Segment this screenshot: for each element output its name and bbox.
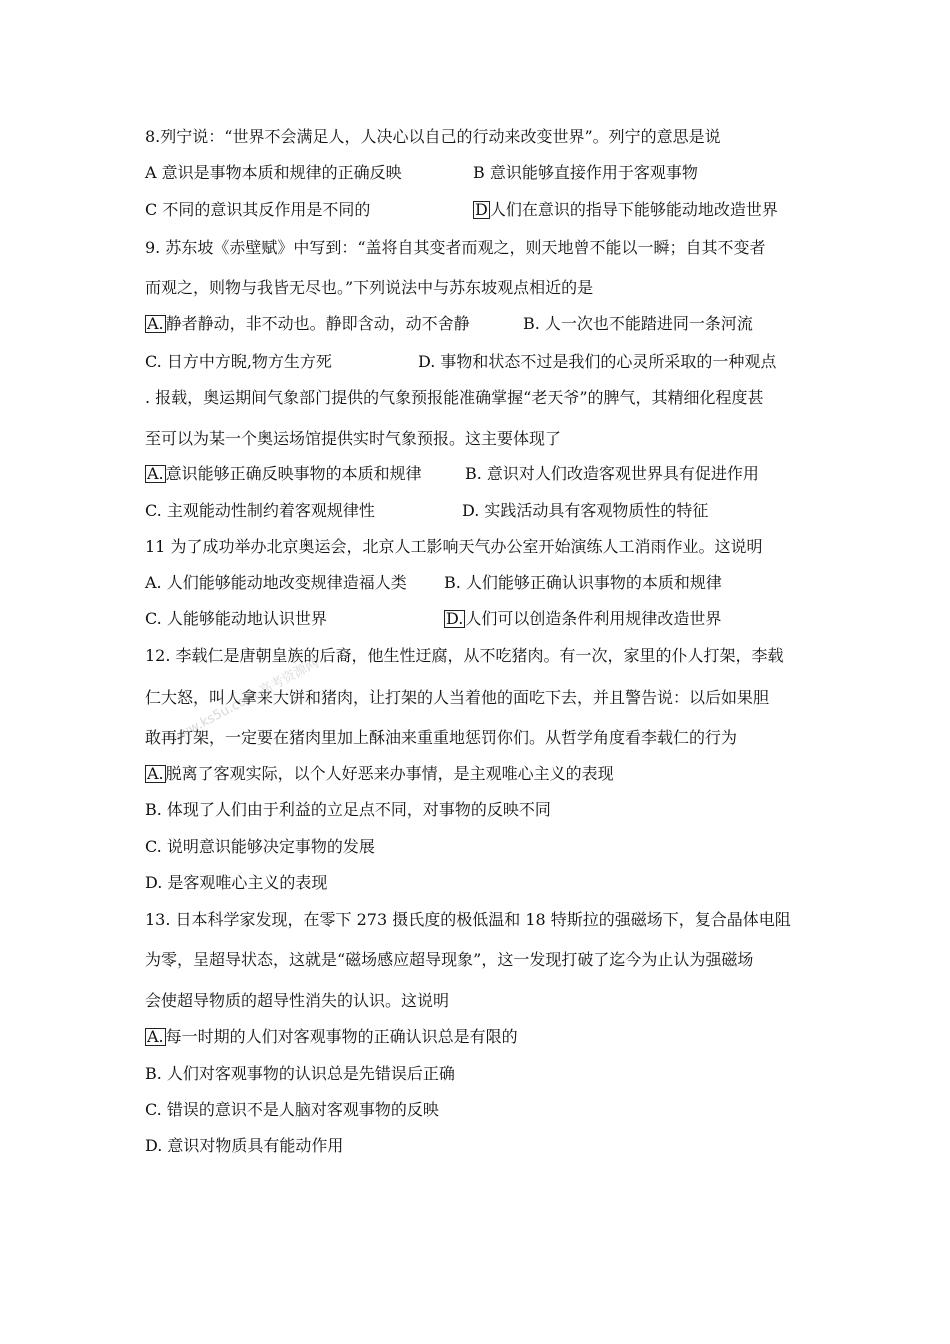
- q12-stem-line1: 12. 李载仁是唐朝皇族的后裔，他生性迂腐，从不吃猪肉。有一次，家里的仆人打架，李载: [145, 646, 784, 665]
- q8-option-d: [473, 200, 778, 220]
- q11-option-a: A. 人们能够能动地改变规律造福人类: [145, 573, 407, 592]
- q8-stem: 8.列宁说：“世界不会满足人，人决心以自己的行动来改变世界”。列宁的意思是说: [145, 127, 721, 146]
- q13-stem-line2: 为零，呈超导状态，这就是“磁场感应超导现象”，这一发现打破了迄今为止认为强磁场: [145, 950, 754, 969]
- q13-option-b: B. 人们对客观事物的认识总是先错误后正确: [145, 1064, 455, 1083]
- q12-stem-line3: 敢再打架，一定要在猪肉里加上酥油来重重地惩罚你们。从哲学角度看李载仁的行为: [145, 728, 738, 747]
- q9-option-d: D. 事物和状态不过是我们的心灵所采取的一种观点: [418, 352, 777, 371]
- q13-option-a-text: 每一时期的人们对客观事物的正确认识总是有限的: [165, 1027, 518, 1046]
- q10-answer-mark: A.: [147, 464, 164, 483]
- q12-answer-mark: A.: [147, 764, 164, 783]
- q11-answer-mark: D.: [446, 609, 464, 628]
- q8-option-a: A 意识是事物本质和规律的正确反映: [145, 163, 402, 182]
- q9-stem-line2: 而观之，则物与我皆无尽也。”下列说法中与苏东坡观点相近的是: [145, 278, 594, 297]
- q13-stem-line3: 会使超导物质的超导性消失的认识。这说明: [145, 991, 450, 1010]
- q12-option-a-text: 脱离了客观实际，以个人好恶来办事情，是主观唯心主义的表现: [165, 764, 614, 783]
- q8-option-c: C 不同的意识其反作用是不同的: [145, 200, 371, 219]
- q9-option-c: C. 日方中方睨,物方生方死: [145, 352, 332, 371]
- q10-option-a-text: 意识能够正确反映事物的本质和规律: [165, 464, 422, 483]
- q11-stem: 11 为了成功举办北京奥运会，北京人工影响天气办公室开始演练人工消雨作业。这说明: [145, 537, 763, 556]
- q10-stem-line2: 至可以为某一个奥运场馆提供实时气象预报。这主要体现了: [145, 429, 562, 448]
- q11-option-d-text: 人们可以创造条件利用规律改造世界: [465, 609, 722, 628]
- q10-option-b: B. 意识对人们改造客观世界具有促进作用: [465, 464, 759, 483]
- watermark: www.ks5u.com 高考资源网: [167, 655, 322, 748]
- q13-option-a: [145, 1027, 518, 1047]
- q11-option-b: B. 人们能够正确认识事物的本质和规律: [444, 573, 722, 592]
- q9-option-a: [145, 314, 470, 334]
- q10-option-d: D. 实践活动具有客观物质性的特征: [462, 501, 709, 520]
- q12-option-b: B. 体现了人们由于利益的立足点不同，对事物的反映不同: [145, 800, 551, 819]
- q12-option-a: [145, 764, 614, 784]
- q9-stem-line1: 9. 苏东坡《赤壁赋》中写到：“盖将自其变者而观之，则天地曾不能以一瞬；自其不变者: [145, 238, 766, 257]
- q9-answer-mark: A.: [147, 314, 164, 333]
- q10-option-a: [145, 464, 422, 484]
- q8-answer-mark: D: [475, 200, 488, 219]
- q9-option-b: B. 人一次也不能踏进同一条河流: [523, 314, 753, 333]
- q13-stem-line1: 13. 日本科学家发现，在零下 273 摄氏度的极低温和 18 特斯拉的强磁场下，复合晶体电阻: [145, 910, 791, 929]
- q10-stem-line1: . 报载，奥运期间气象部门提供的气象预报能准确掌握“老天爷”的脾气，其精细化程度甚: [145, 388, 764, 407]
- q9-option-a-text: 静者静动，非不动也。静即含动，动不舍静: [165, 314, 470, 333]
- q12-option-c: C. 说明意识能够决定事物的发展: [145, 837, 375, 856]
- q13-option-c: C. 错误的意识不是人脑对客观事物的反映: [145, 1100, 439, 1119]
- q12-option-d: D. 是客观唯心主义的表现: [145, 873, 328, 892]
- q8-option-d-text: 人们在意识的指导下能够能动地改造世界: [489, 200, 778, 219]
- q11-option-d: [444, 609, 721, 629]
- q13-answer-mark: A.: [147, 1027, 164, 1046]
- q13-option-d: D. 意识对物质具有能动作用: [145, 1136, 344, 1155]
- q12-stem-line2: 仁大怒，叫人拿来大饼和猪肉，让打架的人当着他的面吃下去，并且警告说：以后如果胆: [145, 688, 770, 707]
- q11-option-c: C. 人能够能动地认识世界: [145, 609, 327, 628]
- q8-option-b: B 意识能够直接作用于客观事物: [473, 163, 698, 182]
- q10-option-c: C. 主观能动性制约着客观规律性: [145, 501, 375, 520]
